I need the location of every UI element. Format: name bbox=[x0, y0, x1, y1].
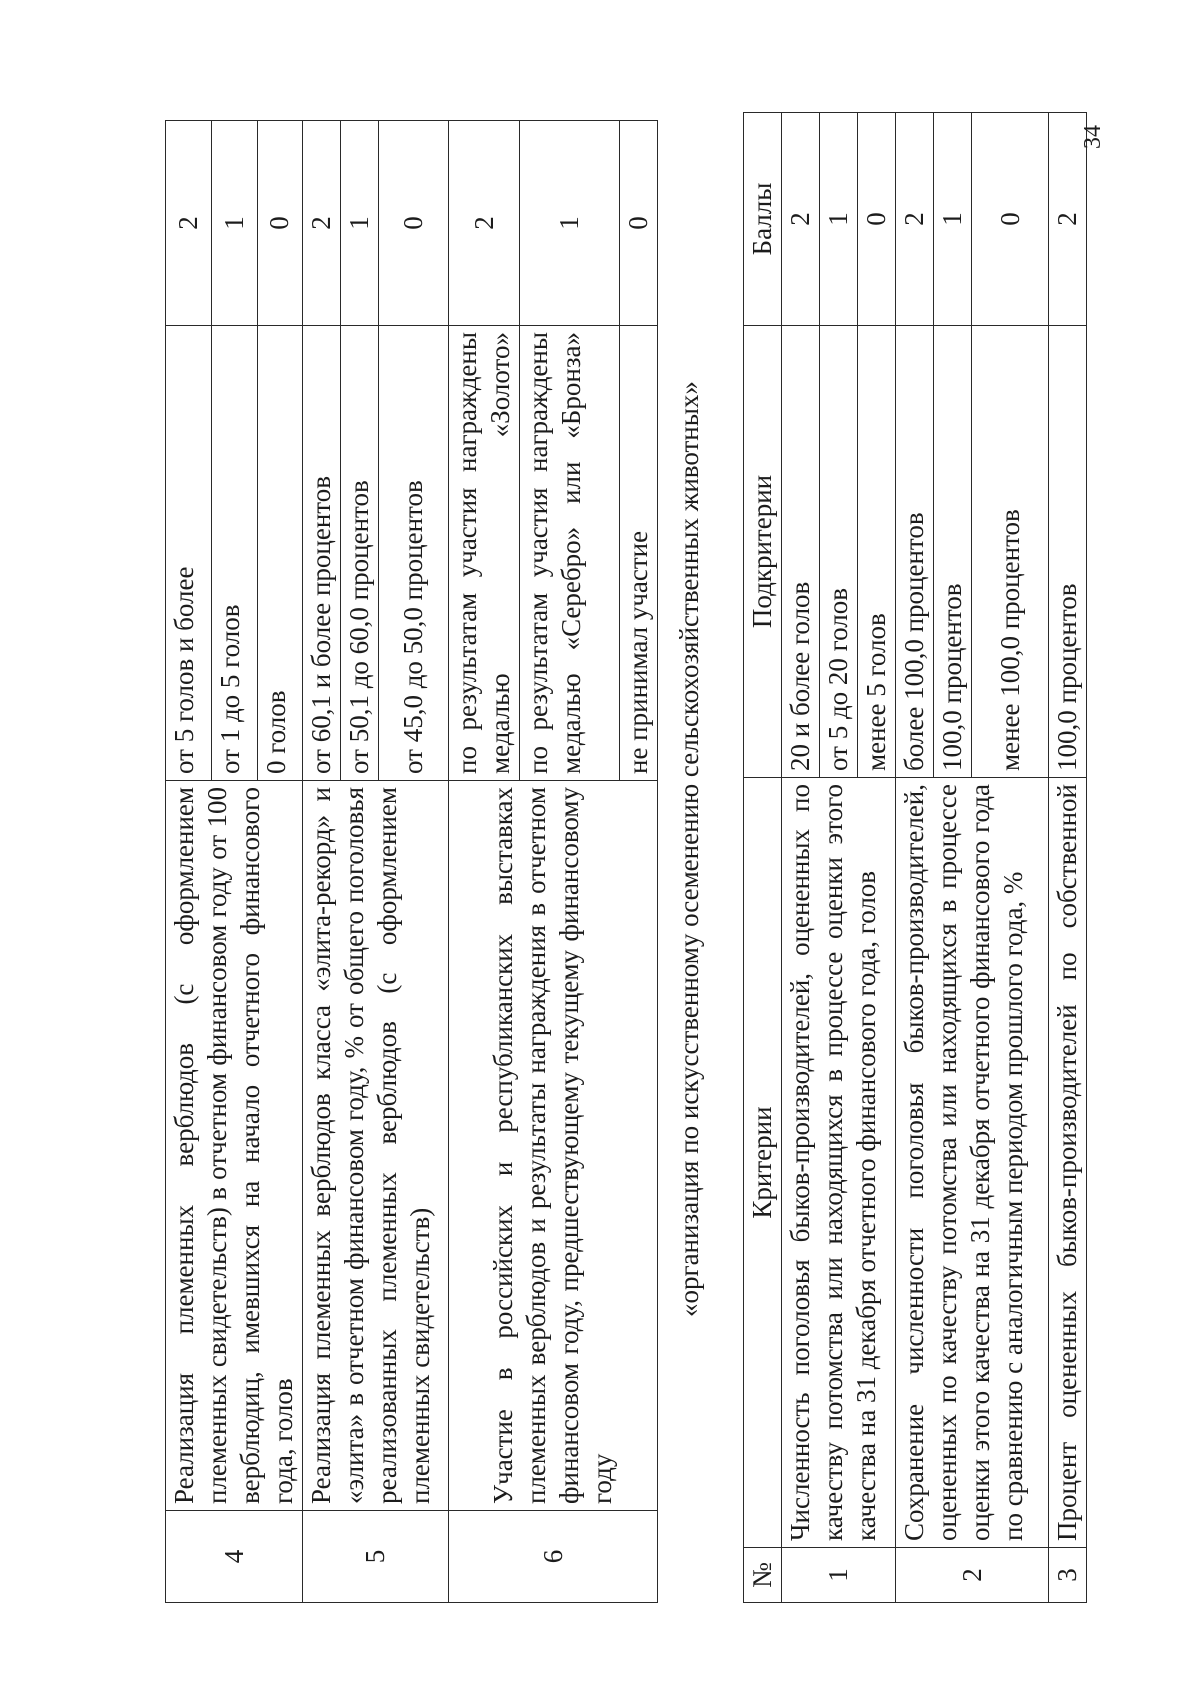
table-row bbox=[1049, 113, 1087, 1603]
row-number: 4 bbox=[166, 1511, 303, 1603]
points-value: 2 bbox=[1049, 113, 1087, 326]
criterion-text: Процент оцененных быков-производителей по собственной bbox=[1049, 778, 1087, 1548]
criterion-text: Участие в российских и республиканских выставках племенных верблюдов и результаты награждения в отчетном финансовом году, предшествующему текущему финансовому году bbox=[449, 781, 658, 1511]
insemination-criteria-table bbox=[743, 113, 1082, 1603]
row-number: 3 bbox=[1049, 1548, 1087, 1603]
points-value: 2 bbox=[896, 113, 934, 326]
points-value: 1 bbox=[820, 113, 858, 326]
subcriterion-text: 100,0 процентов bbox=[1049, 326, 1087, 778]
subcriterion-text: от 5 до 20 голов bbox=[820, 326, 858, 778]
header-points: Баллы bbox=[744, 113, 782, 326]
criterion-text: Сохранение численности поголовья быков-производителей, оцененных по качеству потомства или находящихся в процессе оценки этого качества на 31 декабря отчетного финансового года по сравнению с аналогичным периодом прошлого года, % bbox=[896, 778, 1049, 1548]
criterion-text: Численность поголовья быков-производителей, оцененных по качеству потомства или находящихся в процессе оценки этого качества на 31 декабря отчетного финансового года, голов bbox=[782, 778, 896, 1548]
points-value: 0 bbox=[858, 113, 896, 326]
points-value: 0 bbox=[257, 121, 302, 326]
row-number: 2 bbox=[896, 1548, 1049, 1603]
points-value: 0 bbox=[379, 121, 449, 326]
points-value: 0 bbox=[972, 113, 1049, 326]
subcriterion-text: от 5 голов и более bbox=[166, 326, 212, 781]
table-row bbox=[896, 113, 934, 1603]
header-number: № bbox=[744, 1548, 782, 1603]
subcriterion-text: 0 голов bbox=[257, 326, 302, 781]
points-value: 2 bbox=[303, 121, 341, 326]
points-value: 2 bbox=[449, 121, 520, 326]
table-row bbox=[303, 121, 341, 1603]
points-value: 1 bbox=[212, 121, 257, 326]
section-title: «организация по искусственному осеменению сельскохозяйственных животных» bbox=[674, 381, 704, 1317]
header-criteria: Критерии bbox=[744, 778, 782, 1548]
row-number: 1 bbox=[782, 1548, 896, 1603]
table-row bbox=[782, 113, 820, 1603]
subcriterion-text: по результатам участия награждены медалью «Серебро» или «Бронза» bbox=[520, 326, 620, 781]
subcriterion-text: менее 100,0 процентов bbox=[972, 326, 1049, 778]
subcriterion-text: более 100,0 процентов bbox=[896, 326, 934, 778]
row-number: 6 bbox=[449, 1511, 658, 1603]
subcriterion-text: по результатам участия награждены медалью «Золото» bbox=[449, 326, 520, 781]
points-value: 2 bbox=[782, 113, 820, 326]
points-value: 1 bbox=[520, 121, 620, 326]
table-row bbox=[166, 121, 212, 1603]
points-value: 1 bbox=[934, 113, 972, 326]
table-header-row bbox=[744, 113, 782, 1603]
subcriterion-text: от 1 до 5 голов bbox=[212, 326, 257, 781]
points-value: 1 bbox=[341, 121, 379, 326]
subcriterion-text: менее 5 голов bbox=[858, 326, 896, 778]
points-value: 0 bbox=[620, 121, 658, 326]
criterion-text: Реализация племенных верблюдов класса «элита-рекорд» и «элита» в отчетном финансовом году, % от общего поголовья реализованных племенных верблюдов (с оформлением племенных свидетельств) bbox=[303, 781, 449, 1511]
points-value: 2 bbox=[166, 121, 212, 326]
subcriterion-text: от 60,1 и более процентов bbox=[303, 326, 341, 781]
subcriterion-text: от 50,1 до 60,0 процентов bbox=[341, 326, 379, 781]
subcriterion-text: от 45,0 до 50,0 процентов bbox=[379, 326, 449, 781]
row-number: 5 bbox=[303, 1511, 449, 1603]
subcriterion-text: не принимал участие bbox=[620, 326, 658, 781]
camel-criteria-table bbox=[165, 121, 653, 1603]
table-row bbox=[449, 121, 520, 1603]
header-subcriteria: Подкритерии bbox=[744, 326, 782, 778]
subcriterion-text: 20 и более голов bbox=[782, 326, 820, 778]
page-number: 34 bbox=[1080, 125, 1106, 149]
subcriterion-text: 100,0 процентов bbox=[934, 326, 972, 778]
criterion-text: Реализация племенных верблюдов (с оформлением племенных свидетельств) в отчетном финансовом году от 100 верблюдиц, имевшихся на начало отчетного финансового года, голов bbox=[166, 781, 303, 1511]
